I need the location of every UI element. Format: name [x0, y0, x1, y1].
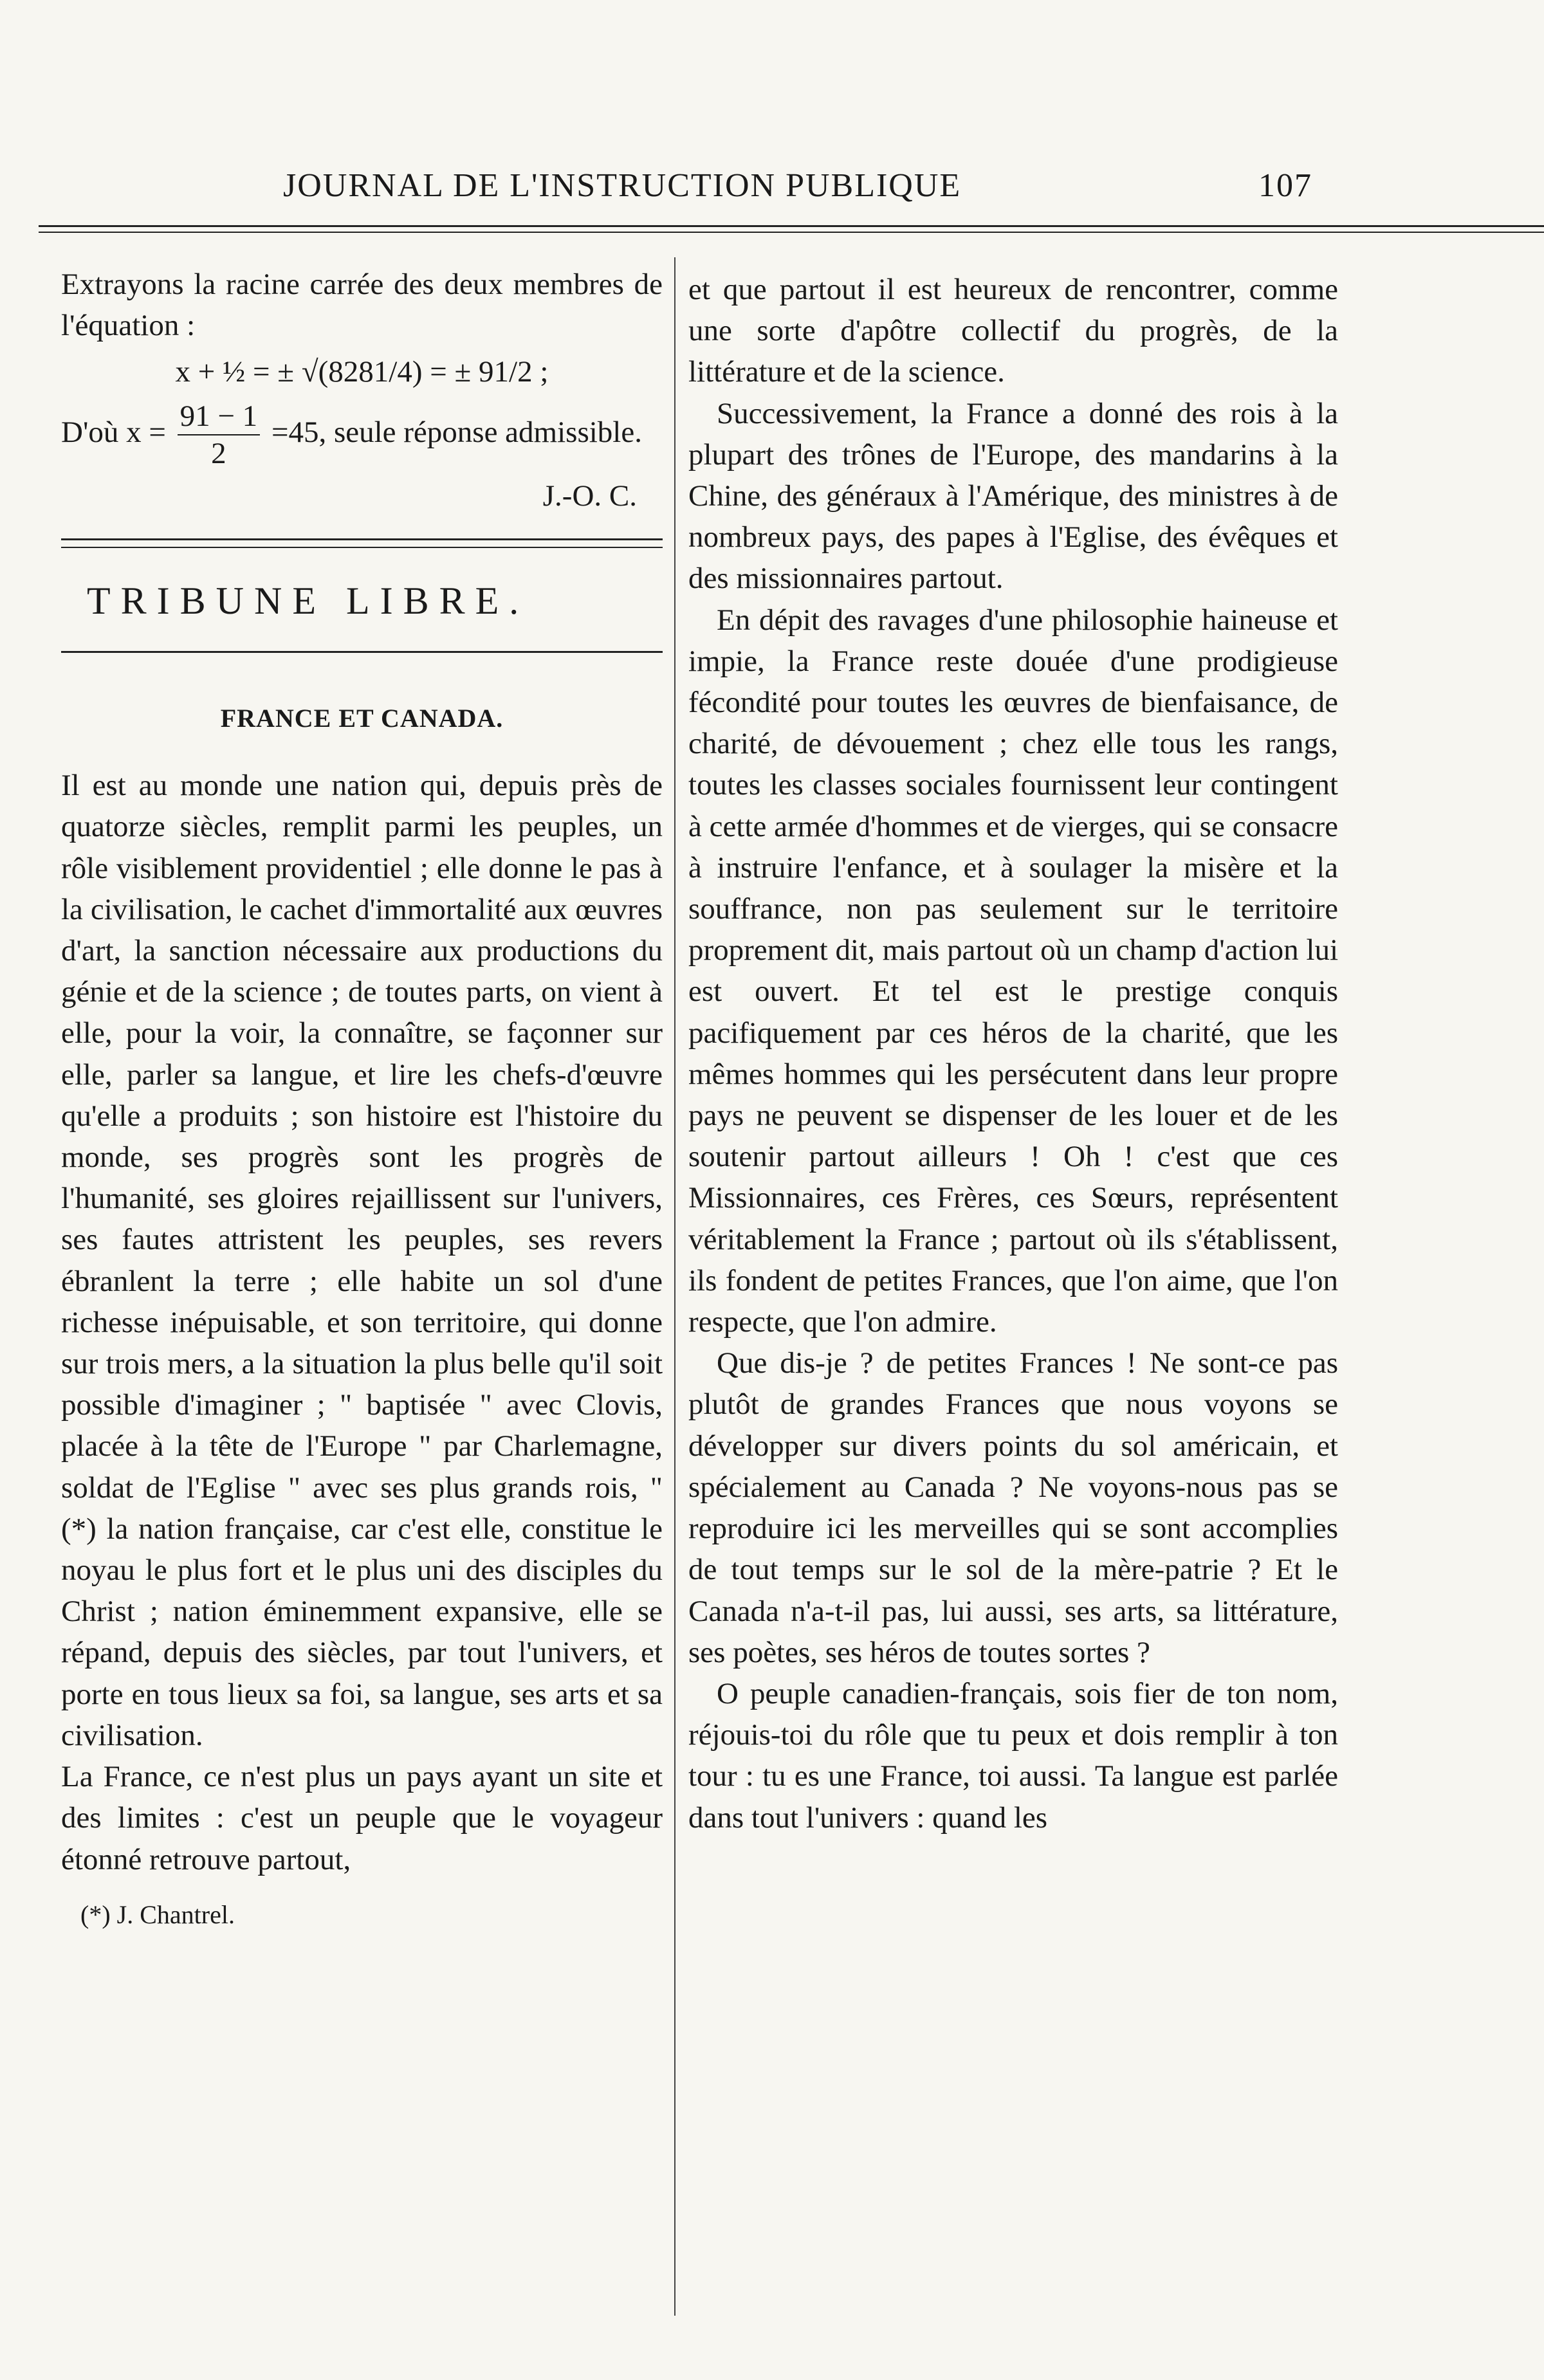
header-rule-thin: [39, 232, 1544, 233]
left-column: [61, 264, 663, 1936]
paragraph: Il est au monde une nation qui, depuis près de quatorze siècles, remplit parmi les peuples, un rôle visiblement providentiel ; elle donne le pas à la civilisation, le cachet d'immortalité aux œuvres d'art, la sanction nécessaire aux productions du génie et de la science ; de toutes parts, on vient à elle, pour la voir, la connaître, se façonner sur elle, parler sa langue, et lire les chefs-d'œuvre qu'elle a produits ; son histoire est l'histoire du monde, ses progrès sont les progrès de l'humanité, ses gloires rejaillissent sur l'univers, ses fautes attristent les peuples, ses revers ébranlent la terre ; elle habite un sol d'une richesse inépuisable, et son territoire, qui donne sur trois mers, a la situation la plus belle qu'il soit possible d'imaginer ; " baptisée " avec Clovis, placée à la tête de l'Europe " par Charlemagne, soldat de l'Eglise " avec ses plus grands rois, " (*) la nation française, car c'est elle, constitue le noyau le plus fort et le plus uni des disciples du Christ ; nation éminemment expansive, elle se répand, depuis des siècles, par tout l'univers, et porte en tous lieux sa foi, sa langue, ses arts et sa civilisation.: [61, 769, 663, 1752]
section-rule: [61, 651, 663, 653]
equation-prefix: D'où x =: [61, 415, 166, 449]
paragraph: Successivement, la France a donné des rois à la plupart des trônes de l'Europe, des mandarins à la Chine, des généraux à l'Amérique, des ministres à de nombreux pays, des papes à l'Eglise, des évêques et des missionnaires partout.: [688, 396, 1338, 596]
fraction-denominator: 2: [211, 436, 226, 470]
right-column: [688, 269, 1338, 1838]
footnote: (*) J. Chantrel.: [80, 1899, 235, 1929]
paragraph: et que partout il est heureux de rencontrer, comme une sorte d'apôtre collectif du progrès, de la littérature et de la science.: [688, 273, 1338, 389]
paragraph: O peuple canadien-français, sois fier de ton nom, réjouis-toi du rôle que tu peux et dois remplir à ton tour : tu es une France, toi aussi. Ta langue est parlée dans tout l'univers : quand les: [688, 1676, 1338, 1835]
signature: J.-O. C.: [542, 479, 637, 513]
fraction-numerator: 91 − 1: [178, 398, 261, 435]
paragraph: Que dis-je ? de petites Frances ! Ne sont-ce pas plutôt de grandes Frances que nous voyons se développer sur divers points du sol américain, et spécialement au Canada ? Ne voyons-nous pas se reproduire ici les merveilles qui se sont accomplies de tout temps sur le sol de la mère-patrie ? Et le Canada n'a-t-il pas, lui aussi, ses arts, sa littérature, ses poètes, ses héros de toutes sortes ?: [688, 1346, 1338, 1669]
section-rule-thin: [61, 547, 663, 548]
fraction: [178, 398, 261, 471]
paragraph: [61, 398, 663, 471]
equation: x + ½ = ± √(8281/4) = ± 91/2 ;: [175, 355, 549, 389]
page-header: [283, 158, 1312, 209]
running-head: JOURNAL DE L'INSTRUCTION PUBLIQUE: [283, 167, 962, 204]
section-title: TRIBUNE LIBRE.: [87, 579, 529, 622]
page-number: 107: [1258, 167, 1312, 204]
article-title: FRANCE ET CANADA.: [220, 704, 504, 733]
paragraph: La France, ce n'est plus un pays ayant un site et des limites : c'est un peuple que le voyageur étonné retrouve partout,: [61, 1760, 663, 1876]
equation-suffix: =45, seule réponse admissible.: [271, 415, 642, 449]
section-rule: [61, 538, 663, 540]
column-divider: [674, 257, 676, 2316]
paragraph: Extrayons la racine carrée des deux membres de l'équation :: [61, 268, 663, 343]
paragraph: En dépit des ravages d'une philosophie haineuse et impie, la France reste douée d'une prodigieuse fécondité pour toutes les œuvres de bienfaisance, de charité, de dévouement ; chez elle tous les rangs, toutes les classes sociales fournissent leur contingent à cette armée d'hommes et de vierges, qui se consacre à instruire l'enfance, et à soulager la misère et la souffrance, non pas seulement sur le territoire proprement dit, mais partout où un champ d'action lui est ouvert. Et tel est le prestige conquis pacifiquement par ces héros de la charité, que les mêmes hommes qui les persécutent dans leur propre pays ne peuvent se dispenser de les louer et de les soutenir partout ailleurs ! Oh ! c'est que ces Missionnaires, ces Frères, ces Sœurs, représentent véritablement la France ; partout où ils s'établissent, ils fondent de petites Frances, que l'on aime, que l'on respecte, que l'on admire.: [688, 603, 1338, 1339]
header-rule: [39, 225, 1544, 227]
